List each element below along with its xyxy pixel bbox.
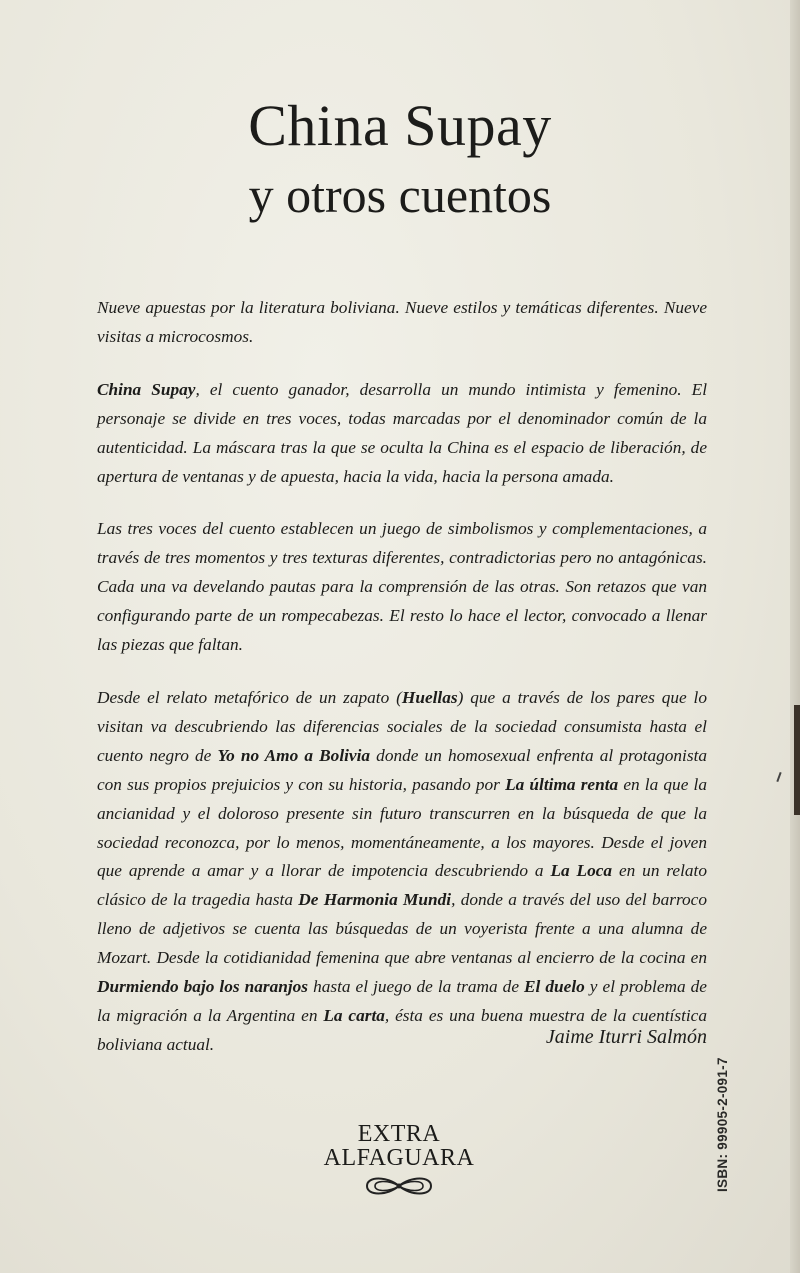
- story-title: Huellas: [401, 687, 458, 707]
- story-title: China Supay: [97, 379, 196, 399]
- blurb-text: y el problema de la migración a la Argentina en: [97, 977, 707, 1025]
- publisher-name-line1: EXTRA: [357, 1121, 441, 1147]
- story-title: La carta: [323, 1005, 385, 1025]
- publisher-name-line2: ALFAGUARA: [323, 1145, 475, 1171]
- author-signature: Jaime Iturri Salmón: [545, 1026, 707, 1048]
- blurb-paragraph: [97, 515, 707, 660]
- story-title: Durmiendo bajo los naranjos: [97, 977, 309, 997]
- blurb-text: Nueve apuestas por la literatura boliviana. Nueve estilos y temáticas diferentes. Nueve visitas a microcosmos.: [97, 298, 707, 346]
- blurb-paragraph: [97, 294, 707, 352]
- story-title: El duelo: [524, 977, 585, 997]
- blurb-text: , el cuento ganador, desarrolla un mundo intimista y femenino. El personaje se divide en tres voces, todas marcadas por el denominador común de la autenticidad. La máscara tras la que se oculta la China es el espacio de liberación, de apertura de ventanas y de apuesta, hacia la vida, hacia la persona amada.: [97, 379, 707, 486]
- blurb-paragraph: [97, 376, 707, 492]
- blurb-text: , ésta es una buena muestra de la cuentística boliviana actual.: [97, 1005, 707, 1054]
- story-title: La Loca: [550, 861, 613, 881]
- story-title: De Harmonia Mundi: [298, 890, 452, 910]
- page-edge-mark: [794, 705, 800, 815]
- book-subtitle: y otros cuentos: [248, 167, 552, 223]
- story-title: La última renta: [505, 774, 619, 794]
- blurb-paragraph: [97, 684, 707, 1060]
- knot-ornament-icon: [359, 1172, 439, 1200]
- blurb-text: Las tres voces del cuento establecen un juego de simbolismos y complementaciones, a través de tres momentos y tres texturas diferentes, contradictorias pero no antagónicas. Cada una va develando pautas para la comprensión de las otras. Son retazos que van configurando parte de un rompecabezas. El resto lo hace el lector, convocado a llenar las piezas que faltan.: [97, 519, 707, 655]
- blurb-text: en un relato clásico de la tragedia hasta: [97, 861, 707, 910]
- publisher-logo: [314, 1122, 484, 1200]
- blurb-text: Desde el relato metafórico de un zapato (: [97, 687, 402, 707]
- blurb-text: hasta el juego de la trama de: [308, 977, 525, 997]
- story-title: Yo no Amo a Bolivia: [217, 745, 371, 765]
- blurb-text: ) que a través de los pares que lo visitan va descubriendo las diferencias sociales de la sociedad consumista hasta el cuento negro de: [97, 687, 707, 765]
- book-title: China Supay: [248, 93, 552, 158]
- blurb-text: , donde a través del uso del barroco lleno de adjetivos se cuenta las búsquedas de un voyerista frente a una alumna de Mozart. Desde la cotidianidad femenina que abre ventanas al encierro de la cocina en: [97, 890, 707, 968]
- back-cover-blurb: [97, 294, 707, 1084]
- blurb-text: en la que la ancianidad y el doloroso presente sin futuro transcurren en la búsqueda de que la sociedad reconozca, por lo menos, momentáneamente, a los mayores. Desde el joven que aprende a amar y a llorar de impotencia descubriendo a: [97, 774, 707, 881]
- stray-mark: [776, 772, 781, 782]
- isbn-number: ISBN: 99905-2-091-7: [715, 1057, 730, 1192]
- blurb-text: donde un homosexual enfrenta al protagonista con sus propios prejuicios y con su historia, pasando por: [97, 745, 708, 794]
